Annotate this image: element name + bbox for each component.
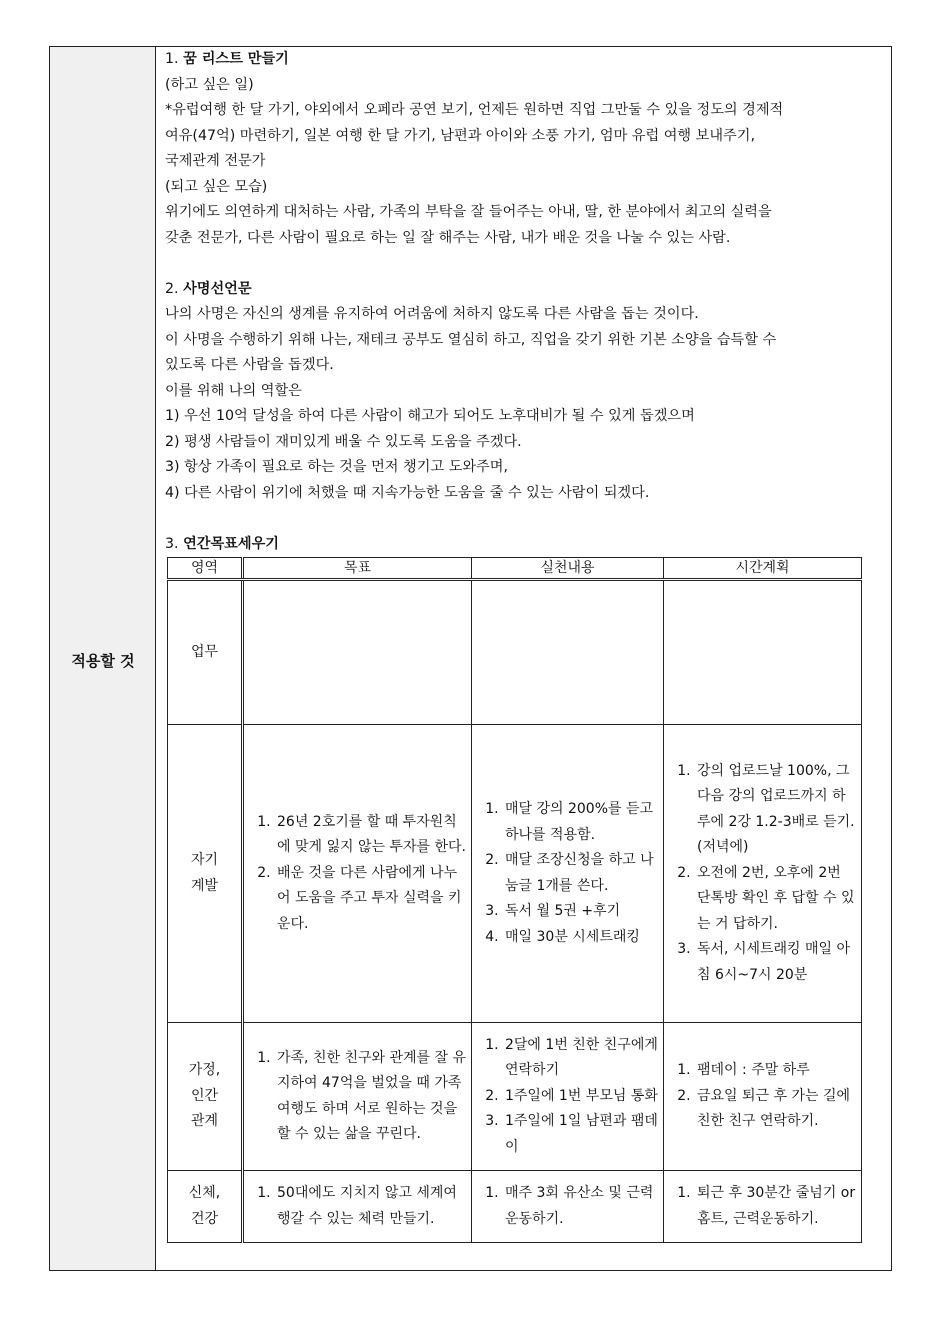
section1-line: 위기에도 의연하게 대처하는 사람, 가족의 부탁을 잘 들어주는 아내, 딸, 한 분야에서 최고의 실력을 — [165, 204, 772, 220]
left-label: 적용할 것 — [71, 652, 135, 670]
section3-heading — [165, 532, 880, 558]
action-item: 1. 2달에 1번 친한 친구에게 연락하기 — [503, 1033, 659, 1084]
section1-line: 국제관계 전문가 — [165, 153, 266, 169]
section1-line: 여유(47억) 마련하기, 일본 여행 한 달 가기, 남편과 아이와 소풍 가기, 엄마 유럽 여행 보내주기, — [165, 127, 755, 144]
section1-line: (되고 싶은 모습) — [165, 178, 268, 195]
section1-heading — [165, 47, 880, 73]
time-item: 3. 독서, 시세트래킹 매일 아침 6시~7시 20분 — [695, 937, 857, 988]
action-item: 1. 매주 3회 유산소 및 근력운동하기. — [503, 1181, 659, 1232]
section2-title: 사명선언문 — [183, 280, 252, 297]
goal-list — [244, 1181, 471, 1232]
header-area: 영역 — [168, 558, 243, 580]
row-area-text: 업무 — [190, 643, 219, 660]
time-item: 1. 퇴근 후 30분간 줄넘기 or 홈트, 근력운동하기. — [695, 1181, 857, 1232]
left-label-cell — [50, 47, 156, 1270]
row-time-cell — [664, 580, 862, 725]
section2-line: 4) 다른 사람이 위기에 처했을 때 지속가능한 도움을 줄 수 있는 사람이 되겠다. — [165, 484, 650, 501]
action-item: 1. 매달 강의 200%를 듣고 하나를 적용함. — [503, 797, 659, 848]
action-list — [472, 797, 663, 950]
row-goal-cell — [243, 1023, 472, 1171]
action-list — [472, 1181, 663, 1232]
goals-row — [168, 1171, 862, 1243]
time-list — [664, 1181, 861, 1232]
goal-item: 1. 50대에도 지치지 않고 세계여행갈 수 있는 체력 만들기. — [275, 1181, 467, 1232]
section2-line: 나의 사명은 자신의 생계를 유지하여 어려움에 처하지 않도록 다른 사람을 돕는 것이다. — [165, 306, 699, 322]
section2-line: 이 사명을 수행하기 위해 나는, 재테크 공부도 열심히 하고, 직업을 갖기 위한 기본 소양을 습득할 수 — [165, 331, 777, 348]
goals-row — [168, 725, 862, 1023]
section1-line: (하고 싶은 일) — [165, 76, 254, 93]
section1-body — [165, 73, 880, 252]
section2-line: 3) 항상 가족이 필요로 하는 것을 먼저 챙기고 도와주며, — [165, 459, 508, 475]
section1-title: 꿈 리스트 만들기 — [183, 51, 289, 67]
row-area-cell — [168, 580, 243, 725]
section2-line: 이를 위해 나의 역할은 — [165, 382, 302, 399]
section2-line: 2) 평생 사람들이 재미있게 배울 수 있도록 도움을 주겠다. — [165, 433, 522, 450]
page-frame — [49, 46, 892, 1271]
action-item: 2. 1주일에 1번 부모님 통화 — [503, 1084, 659, 1110]
row-area-text: 자기 — [190, 852, 219, 868]
action-item: 3. 독서 월 5권 +후기 — [503, 899, 659, 925]
row-area-text: 건강 — [190, 1210, 219, 1227]
row-time-cell — [664, 1171, 862, 1243]
section2-body — [165, 302, 880, 506]
goal-item: 1. 26년 2호기를 할 때 투자원칙에 맞게 잃지 않는 투자를 한다. — [275, 810, 467, 861]
header-goal: 목표 — [243, 558, 472, 580]
time-list — [664, 759, 861, 989]
goal-list — [244, 1046, 471, 1148]
section3-title: 연간목표세우기 — [183, 535, 279, 552]
section2-line: 1) 우선 10억 달성을 하여 다른 사람이 해고가 되어도 노후대비가 될 수 있게 돕겠으며 — [165, 408, 695, 424]
content-area — [165, 47, 880, 557]
row-goal-cell — [243, 725, 472, 1023]
goals-table — [167, 557, 862, 1243]
goal-item: 1. 가족, 친한 친구와 관계를 잘 유지하여 47억을 벌었을 때 가족여행도 하며 서로 원하는 것을 할 수 있는 삶을 꾸린다. — [275, 1046, 467, 1148]
row-action-cell — [472, 1023, 664, 1171]
row-goal-cell — [243, 580, 472, 725]
goal-list — [244, 810, 471, 938]
row-area-text: 신체, — [188, 1185, 221, 1201]
action-item: 3. 1주일에 1일 남편과 팸데이 — [503, 1109, 659, 1160]
row-goal-cell — [243, 1171, 472, 1243]
section2-heading — [165, 277, 880, 303]
section1-number: 1. — [165, 51, 179, 67]
header-action: 실천내용 — [472, 558, 664, 580]
row-area-text: 관계 — [190, 1113, 219, 1130]
row-area-cell — [168, 1171, 243, 1243]
time-item: 2. 오전에 2번, 오후에 2번 단톡방 확인 후 답할 수 있는 거 답하기. — [695, 861, 857, 938]
goals-row — [168, 580, 862, 725]
goal-item: 2. 배운 것을 다른 사람에게 나누어 도움을 주고 투자 실력을 키운다. — [275, 861, 467, 938]
row-area-text: 인간 — [190, 1087, 219, 1104]
time-item: 1. 강의 업로드날 100%, 그 다음 강의 업로드까지 하루에 2강 1.2-3배로 듣기.(저녁에) — [695, 759, 857, 861]
row-time-cell — [664, 725, 862, 1023]
section3-number: 3. — [165, 535, 179, 552]
section1-line: *유럽여행 한 달 가기, 야외에서 오페라 공연 보기, 언제든 원하면 직업 그만둘 수 있을 정도의 경제적 — [165, 102, 784, 118]
goals-header-row — [168, 558, 862, 580]
goals-row — [168, 1023, 862, 1171]
section1-line: 갖춘 전문가, 다른 사람이 필요로 하는 일 잘 해주는 사람, 내가 배운 것을 나눌 수 있는 사람. — [165, 229, 731, 246]
row-time-cell — [664, 1023, 862, 1171]
action-item: 4. 매일 30분 시세트래킹 — [503, 925, 659, 951]
action-item: 2. 매달 조장신청을 하고 나눔글 1개를 쓴다. — [503, 848, 659, 899]
row-action-cell — [472, 1171, 664, 1243]
row-area-text: 계발 — [190, 877, 219, 894]
header-time: 시간계획 — [664, 558, 862, 580]
row-area-cell — [168, 725, 243, 1023]
row-action-cell — [472, 725, 664, 1023]
action-list — [472, 1033, 663, 1161]
row-area-text: 가정, — [188, 1062, 221, 1079]
time-item: 1. 팸데이 : 주말 하루 — [695, 1058, 857, 1084]
section2-line: 있도록 다른 사람을 돕겠다. — [165, 357, 334, 373]
row-action-cell — [472, 580, 664, 725]
row-area-cell — [168, 1023, 243, 1171]
time-item: 2. 금요일 퇴근 후 가는 길에 친한 친구 연락하기. — [695, 1084, 857, 1135]
time-list — [664, 1058, 861, 1135]
section2-number: 2. — [165, 280, 179, 297]
